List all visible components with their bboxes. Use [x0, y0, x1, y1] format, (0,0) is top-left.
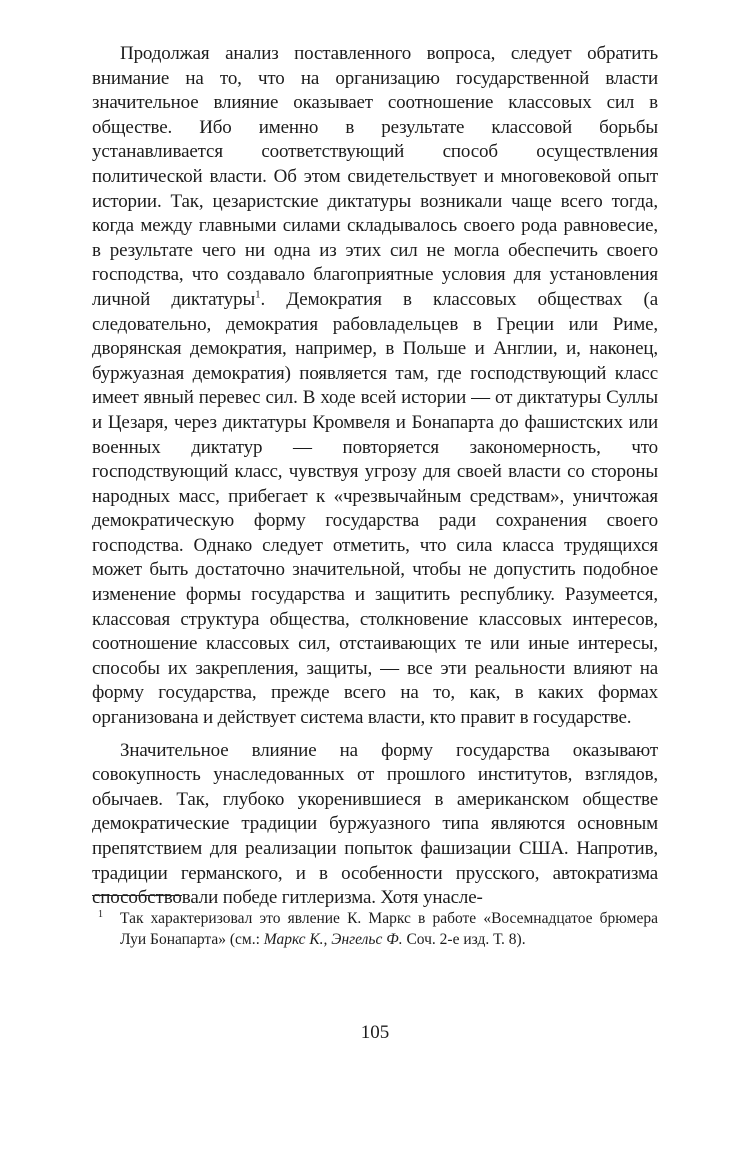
footnote-text-start: Так характеризовал это явление К. Маркс в работе «Восемнадцатое брюмера Луи Бонапарта» (см.:	[120, 910, 658, 948]
paragraph-1-text-after-note: . Демократия в классовых обществах (а следовательно, демократия рабовладельцев в Греции или Риме, дворянская демократия, например, в Польше и Англии, и, наконец, буржуазная демократия) появляется там, где господствующий класс имеет явный перевес сил. В ходе всей истории — от диктатуры Суллы и Цезаря, через диктатуры Кромвеля и Бонапарта до фашистских или военных диктатур — повторяется закономерность, что господствующий класс, чувствуя угрозу для своей власти со стороны народных масс, прибегает к «чрезвычайным средствам», уничтожая демократическую форму государства ради сохранения своего господства. Однако следует отметить, что сила класса трудящихся может быть достаточно значительной, чтобы не допустить подобное изменение формы государства и защитить республику. Разумеется, классовая структура общества, столкновение классовых интересов, соотношение классовых сил, отстаивающих те или иные интересы, способы их закрепления, защиты, — все эти реальности влияют на форму государства, прежде всего на то, как, в каких формах организована и действует система власти, кто правит в государстве.	[92, 288, 658, 729]
footnote-authors: Маркс К., Энгельс Ф.	[263, 931, 403, 948]
footnote-text-end: Соч. 2-е изд. Т. 8).	[402, 931, 526, 948]
footnote-divider	[92, 895, 182, 896]
footnote-mark: 1	[98, 909, 103, 920]
paragraph-1	[92, 42, 658, 731]
page-number: 105	[360, 1022, 390, 1043]
paragraph-2: Значительное влияние на форму государства оказывают совокупность унаследованных от прошлого институтов, взглядов, обычаев. Так, глубоко укоренившиеся в американском обществе демократические традиции буржуазного типа являются основным препятствием для реализации попыток фашизации США. Напротив, традиции германского, и в особенности прусского, автократизма способствовали победе гитлеризма. Хотя унасле-	[92, 739, 658, 909]
paragraph-1-text-before-note: Продолжая анализ поставленного вопроса, следует обратить внимание на то, что на организацию государственной власти значительное влияние оказывает соотношение классовых сил в обществе. Ибо именно в результате классовой борьбы устанавливается соответствующий способ осуществления политической власти. Об этом свидетельствует и многовековой опыт истории. Так, цезаристские диктатуры возникали чаще всего тогда, когда между главными силами складывалось своего рода равновесие, в результате чего ни одна из этих сил не могла обеспечить своего господства, что создавало благоприятные условия для установления личной диктатуры	[92, 43, 658, 310]
footnote-reference: 1	[255, 288, 261, 301]
book-page	[92, 42, 658, 1043]
footnote	[92, 908, 658, 950]
